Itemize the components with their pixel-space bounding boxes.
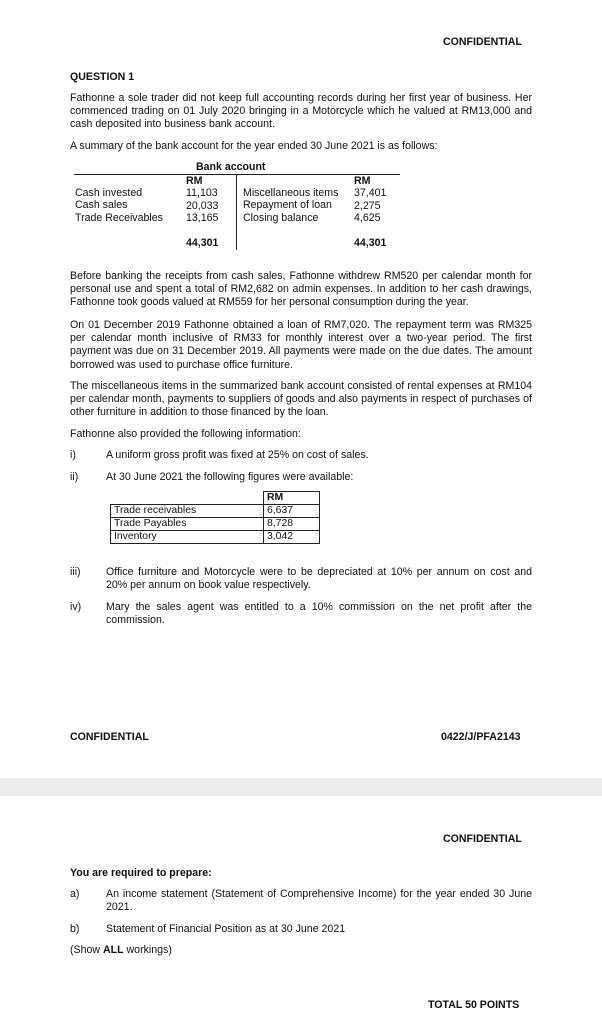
debit-currency: RM <box>186 175 203 187</box>
table-row <box>111 518 320 531</box>
show-workings-note <box>70 944 172 957</box>
question-title: QUESTION 1 <box>70 71 135 83</box>
required-item-text: An income statement (Statement of Comprehensive Income) for the year ended 30 June 2021. <box>106 888 532 914</box>
required-item-number: b) <box>70 923 80 935</box>
footer-confidential: CONFIDENTIAL <box>70 731 149 743</box>
debit-label: Cash sales <box>75 199 128 212</box>
table-row <box>111 505 320 518</box>
bank-account-title: Bank account <box>196 161 266 173</box>
credit-label: Repayment of loan <box>243 199 332 212</box>
credit-total: 44,301 <box>354 237 387 249</box>
info-item-number: iii) <box>70 566 81 578</box>
credit-amounts <box>354 175 386 225</box>
total-points: TOTAL 50 POINTS <box>428 999 520 1011</box>
info-item-text: At 30 June 2021 the following figures were available: <box>106 471 354 483</box>
question-intro: Fathonne a sole trader did not keep full accounting records during her first year of business. Her commenced trading on 01 July 2020 bringing in a Motorcycle which he valued at RM13,000 and cash deposited into business bank account. <box>70 92 532 131</box>
credit-currency: RM <box>354 175 371 187</box>
required-heading: You are required to prepare: <box>70 867 212 879</box>
page2-confidential: CONFIDENTIAL <box>443 833 522 845</box>
show-suffix: workings) <box>123 944 172 956</box>
header-confidential: CONFIDENTIAL <box>443 36 522 48</box>
credit-amount: 37,401 <box>354 187 387 200</box>
info-item-number: i) <box>70 449 76 461</box>
debit-label: Trade Receivables <box>75 211 163 224</box>
bank-account-table <box>70 160 400 252</box>
debit-amount: 20,033 <box>186 199 219 212</box>
credit-labels <box>243 187 338 224</box>
page-2 <box>0 796 602 1024</box>
info-item-number: ii) <box>70 471 79 483</box>
show-prefix: (Show <box>70 944 103 956</box>
table-row <box>111 531 320 544</box>
show-all: ALL <box>102 944 124 956</box>
table-cell-label: Inventory <box>111 531 264 544</box>
credit-amount: 4,625 <box>354 212 381 225</box>
credit-label: Closing balance <box>243 211 319 224</box>
footer-code: 0422/J/PFA2143 <box>441 731 521 743</box>
info-item-text: A uniform gross profit was fixed at 25% on cost of sales. <box>106 449 369 461</box>
t-account-divider <box>236 174 237 250</box>
required-item-number: a) <box>70 888 80 900</box>
paragraph-misc: The miscellaneous items in the summarized bank account consisted of rental expenses at RM104 per calendar month, payments to suppliers of goods and also payments in respect of purchases of other furniture in addition to those financed by the loan. <box>70 380 532 419</box>
table-cell-value: 8,728 <box>264 518 320 531</box>
debit-label: Cash invested <box>75 187 143 199</box>
info-item-text: Mary the sales agent was entitled to a 10% commission on the net profit after the commission. <box>106 601 532 627</box>
summary-intro: A summary of the bank account for the year ended 30 June 2021 is as follows: <box>70 140 438 152</box>
table-header: RM <box>264 492 320 505</box>
table-header-row <box>111 492 320 505</box>
table-cell-label: Trade receivables <box>111 505 264 518</box>
table-cell-value: 3,042 <box>264 531 320 544</box>
paragraph-loan: On 01 December 2019 Fathonne obtained a loan of RM7,020. The repayment term was RM325 per calendar month inclusive of RM33 for monthly interest over a two-year period. The first payment was due on 31 December 2019. All payments were made on the due dates. The amount borrowed was used to purchase office furniture. <box>70 319 532 371</box>
debit-total: 44,301 <box>186 237 219 249</box>
required-item-text: Statement of Financial Position as at 30 June 2021 <box>106 923 346 935</box>
debit-amounts <box>186 175 218 225</box>
debit-amount: 11,103 <box>186 187 218 200</box>
paragraph-drawings: Before banking the receipts from cash sales, Fathonne withdrew RM520 per calendar month for personal use and spent a total of RM2,682 on admin expenses. In addition to her cash drawings, Fathonne took goods valued at RM559 for her personal consumption during the year. <box>70 270 532 309</box>
debit-labels <box>75 187 163 224</box>
credit-label: Miscellaneous items <box>243 187 339 199</box>
debit-amount: 13,165 <box>186 212 219 225</box>
figures-table <box>110 491 320 544</box>
info-item-text: Office furniture and Motorcycle were to be depreciated at 10% per annum on cost and 20% per annum on book value respectively. <box>106 566 532 592</box>
info-item-number: iv) <box>70 601 82 613</box>
table-cell-label: Trade Payables <box>111 518 264 531</box>
paragraph-info-intro: Fathonne also provided the following information: <box>70 428 301 440</box>
table-cell-value: 6,637 <box>264 505 320 518</box>
credit-amount: 2,275 <box>354 199 381 212</box>
t-account-top-rule <box>74 174 400 175</box>
